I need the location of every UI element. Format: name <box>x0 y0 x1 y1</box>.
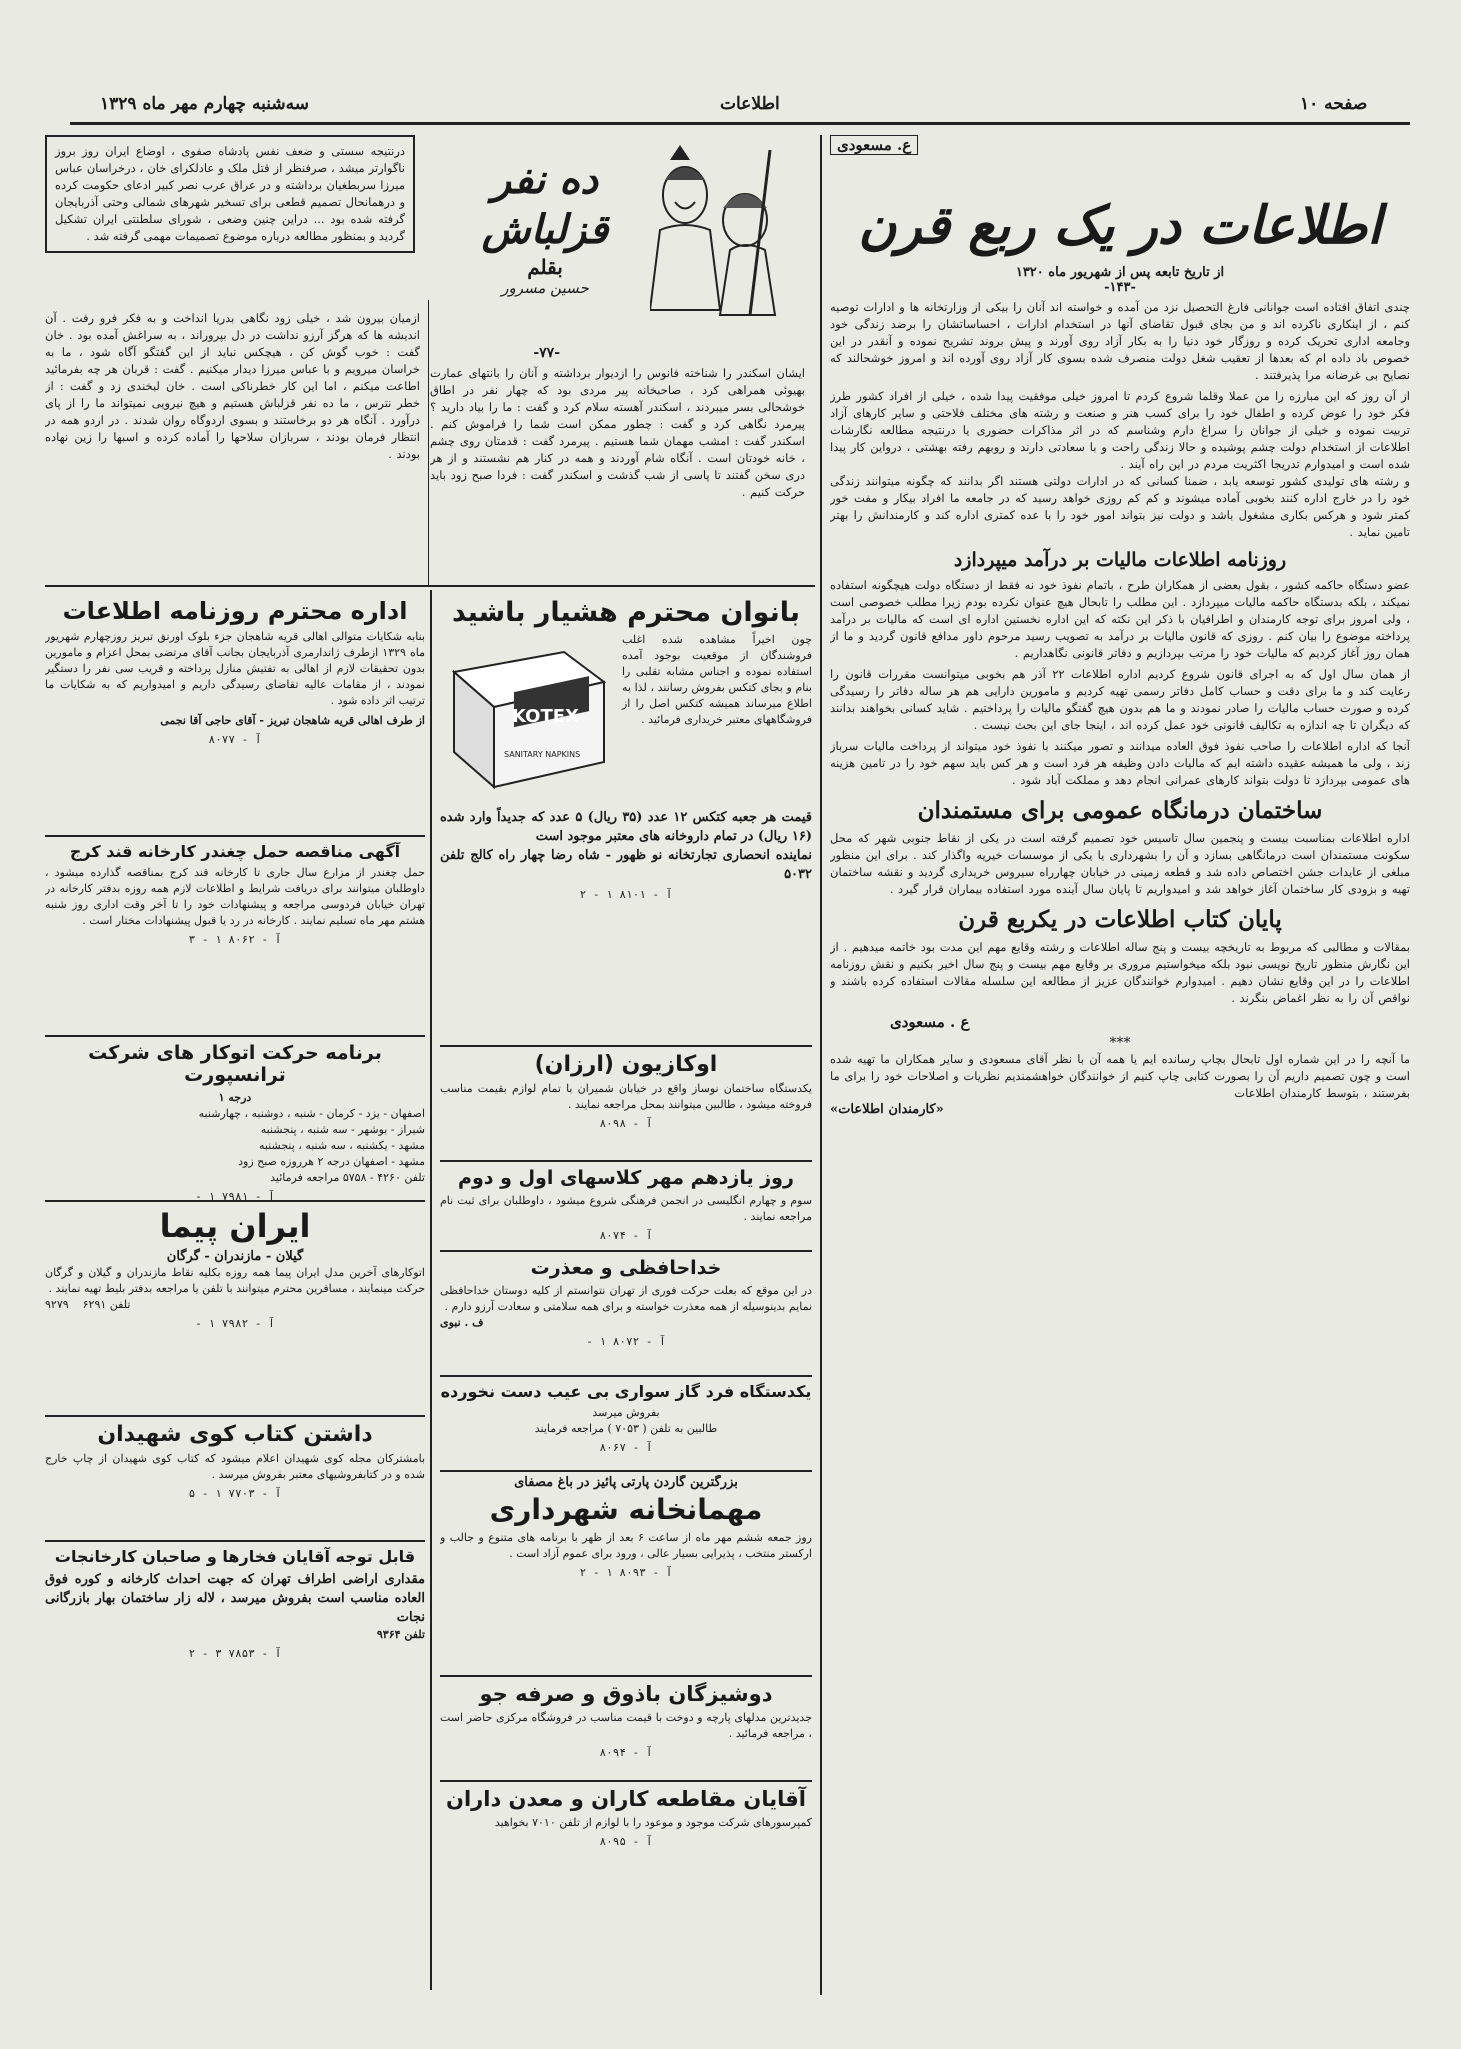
ad-factory-land <box>45 1545 425 1695</box>
bus-line: اصفهان - یزد - کرمان - شنبه ، دوشنبه ، چهارشنبه <box>198 1107 425 1120</box>
kotex-box-image <box>444 632 614 802</box>
story-column-left: ازمیان بیرون شد ، خیلی زود نگاهی بدریا انداخت و به فکر فرو رفت . آن اندیشه ها که هرگز آرزو نداشت در دل بپروراند ، به سراغش آمده بود . خان گفت : خوب گوش کن ، هیچکس نباید از این گفتگو آگاه شود ، ما به خراسان میرویم و با عباس میرزا دیدار میکنیم . گفت : قربان هر چه بفرمائید اطاعت میکنم ، اما این کار خطرناکی است . خان لبخندی زد و گفت : از خطر نترس ، ما ده نفر قزلباش هستیم و هیچ نیرویی نمیتواند ما را از پای درآورد . آنگاه هر دو برخاستند و بسوی اردوگاه روان شدند . در اردو همه در انتظار فرمان بودند ، سربازان سلاحها را آماده کرده و اسبها را زین نهاده بودند . <box>45 311 420 461</box>
header-rule <box>70 122 1410 125</box>
ad-tailor-text: جدیدترین مدلهای پارچه و دوخت با قیمت مناسب در فروشگاه مرکزی حاضر است ، مراجعه فرمائید . <box>440 1711 812 1740</box>
article-intro: چندی اتفاق افتاده است جوانانی فارغ التحصیل نزد من آمده و خواسته اند آنان را بیکی از وزارتخانه ها و ادارات توصیه کنم ، از اینکاری ناکرده اند و من بجای قبول تقاضای آنها در استخدام ادارات ، احساساتشان را برضد زندگی خود وجامعه اداری تحریک کرده و روزگار خود دنیا را به بکار آزاد روی آورند و پیش بروند تشریح نموده و آنقدر در این خصوص باد داده ام که بعدها از تعقیب شغل دولت منصرف شده بسوی کار آزاد روی آورده اند و امروز خوشحالند که نصایح بی غرضانه مرا پذیرفتند . <box>830 300 1410 382</box>
ad-tender-code: آ - ۸۰۶۲ ۱ - ۳ <box>188 933 282 946</box>
ad-classes-title: روز یازدهم مهر کلاسهای اول و دوم <box>458 1167 794 1189</box>
story-column-right: ایشان اسکندر را شناخته فانوس را ازدیوار برداشته و آنان را بانتهای عمارت بهیوئی همراهی کرد ، صاحبخانه پیر مردی بود که چهار نفر در اطاق خوشحالی بسر میبردند ، اسکندر آهسته سلام کرد و گفت : ما را بیاد دارید ؟ پیرمرد نگاهی کرد و گفت : چطور ممکن است شما را فراموش کنم . اسکندر گفت : امشب مهمان شما هستیم . پیرمرد گفت : قدمتان روی چشم ، خانه خودتان است . آنگاه شام آوردند و همه در کنار هم نشستند و از هر دری سخن گفتند تا پاسی از شب گذشت و اسکندر گفت : فردا صبح زود باید حرکت کنیم . <box>430 366 805 499</box>
story-episode-number: -۷۷- <box>533 345 560 361</box>
ad-party-title: مهمانخانه شهرداری <box>489 1493 763 1526</box>
ad-tender-title: آگهی مناقصه حمل چغندر کارخانه قند کرج <box>69 842 401 861</box>
ad-kotex-code: آ - ۸۱۰۱ ۱ - ۲ <box>579 888 673 901</box>
ad-tailor <box>440 1680 812 1782</box>
ad-shohada-code: آ - ۷۷۰۳ ۱ - ۵ <box>188 1487 282 1500</box>
ad-car-sub: بفروش میرسد <box>592 1406 660 1419</box>
header-page-number: صفحه ۱۰ <box>1300 94 1368 114</box>
ad-notice-title: اداره محترم روزنامه اطلاعات <box>62 597 408 625</box>
bus-line: مشهد - یکشنبه ، سه شنبه ، پنجشنبه <box>258 1139 425 1152</box>
ad-iranpeyma-route: گیلان - مازندران - گرگان <box>166 1249 304 1264</box>
ad-kotex-agent: نماینده انحصاری تجارتخانه نو ظهور - شاه رضا چهار راه کالج تلفن ۵۰۳۲ <box>440 848 812 882</box>
ad-bus-schedule <box>45 1040 425 1202</box>
ad-contractors-code: آ - ۸۰۹۵ <box>599 1835 653 1848</box>
ad-classes-code: آ - ۸۰۷۴ <box>599 1229 653 1242</box>
ad-shohada-book <box>45 1420 425 1542</box>
ad-party-text: روز جمعه ششم مهر ماه از ساعت ۶ بعد از ظهر با برنامه های متنوع و جالب و ارکستر منتخب ، پذیرایی بسیار عالی ، ورود برای عموم آزاد است . <box>440 1531 812 1560</box>
ad-factory-code: آ - ۷۸۵۳ ۳ - ۲ <box>188 1647 282 1660</box>
page-header <box>70 90 1410 120</box>
ad-kotex-price: قیمت هر جعبه کتکس ۱۲ عدد (۳۵ ریال) ۵ عدد که جدیداً وارد شده (۱۶ ریال) در تمام داروخانه های معتبر موجود است <box>440 810 812 844</box>
story-bottom-rule <box>45 585 815 587</box>
ad-bus-phone: تلفن ۴۲۶۰ - ۵۷۵۸ مراجعه فرمائید <box>270 1171 425 1184</box>
ad-iran-peyma <box>45 1205 425 1417</box>
story-column-rule <box>428 300 429 585</box>
column-divider-main <box>820 135 822 1995</box>
ad-party-code: آ - ۸۰۹۳ ۱ - ۲ <box>579 1566 673 1579</box>
article-dateline: از تاریخ تابعه پس از شهریور ماه ۱۳۲۰ <box>1015 265 1225 280</box>
ad-bus-class: درجه ۱ <box>218 1091 252 1104</box>
article-paragraph: اداره اطلاعات بمناسبت بیست و پنجمین سال تاسیس خود تصمیم گرفته است در یکی از نقاط جنوبی شهر که محل سکونت مستمندان است درمانگاهی بسازد و آن را بشهرداری یا یکی از موسسات خیریه واگذار کند . برای این منظور مبلغی از عایدات جشن اختصاص داده شد و قطعه زمینی در خیابان چهارراه سیروس خریداری گردید و نقشه ساختمان تهیه و بزودی کار ساختمان آغاز خواهد شد و امیدواریم تا پایان سال آینده مورد استفاده بیماران قرار گیرد . <box>830 831 1410 896</box>
qizilbash-warriors-illustration <box>650 140 790 320</box>
ad-ocazion-text: یکدستگاه ساختمان نوساز واقع در خیابان شمیران با تمام لوازم بقیمت مناسب فروخته میشود ، طالبین میتوانند بمحل مراجعه نمایند . <box>440 1082 812 1111</box>
article-paragraph: از آن روز که این مبارزه را من عملا وقلما شروع کردم تا امروز خیلی موفقیت پیدا شده ، خیلی از افراد کشور طرز فکر خود را عوض کرده و اطفال خود را برای کسب هنر و صنعت و رشته های مختلف فلاحتی و سایر کارهای آزاد تربیت نموده و خیلی از جوانان را سراغ دارم وشناسم که در اثر مذاکرات حضوری یا درنتیجه مطالعه نگارشات اطلاعات از استخدام دولت چشم پوشیده و حالا زندگی راحت و با سعادتی دارند و روبهم رفته بهشتی ، درواین کار پیدا شده است و امیدوارم تدریجا اکثریت مردم در این راه آیند . <box>830 389 1410 471</box>
right-column: ع. مسعودی اطلاعات در یک ربع قرن از تاریخ تابعه پس از شهریور ماه ۱۳۲۰ -۱۴۳- چندی اتفاق افتاده است جوانانی فارغ التحصیل نزد من آمده و خواسته اند آنان را بیکی از وزارتخانه ها و ادارات توصیه کنم ، از اینکاری ناکرده اند و من بجای قبول تقاضای آنها در استخدام ادارات ، احساساتشان را برضد زندگی خود وجامعه اداری تحریک کرده و روزگار خود دنیا را به بکار آزاد روی آورند و پیش بروند تشریح نموده و آنقدر در این خصوص باد داده ام که بعدها از تعقیب شغل دولت منصرف شده بسوی کار آزاد روی آورده اند و امروز خوشحالند که نصایح بی غرضانه مرا پذیرفتند . از آن روز که این مبارزه را من عملا وقلما شروع کردم تا امروز خیلی موفقیت پیدا شده ، خیلی از افراد کشور طرز فکر خود را عوض کرده و اطفال خود را برای کسب هنر و صنعت و رشته های مختلف فلاحتی و سایر کارهای آزاد تربیت نموده و خیلی از جوانان را سراغ دارم وشناسم که در اثر مذاکرات حضوری یا درنتیجه مطالعه نگارشات اطلاعات از استخدام دولت چشم پوشیده و حالا زندگی راحت و با سعادتی دارند و روبهم رفته بهشتی ، درواین کار پیدا شده است و امیدوارم تدریجا اکثریت مردم در این راه آیند . و رشته های تولیدی کشور توسعه یابد ، ضمنا کسانی که در ادارات دولتی هستند اگر بدانند که چگونه میتوانند زندگی خود را در خارج اداره کنند بخوبی آماده میشوند و کم کم روزی خواهد رسید که در جامعه ما افراد بیکار و مفت خور کمتر شود و هرکس بکاری مشغول باشد و دولت نیز بتواند امور خود را با عده کمتری اداره کند و کارمندانش را بهتر تامین نماید . روزنامه اطلاعات مالیات بر درآمد میپردازد عضو دستگاه حاکمه کشور ، بقول بعضی از همکاران طرح ، باتمام نفوذ خود نه فقط از دستگاه دولت هیچگونه استفاده نمیکند ، بلکه بدستگاه حاکمه مالیات میپردازد . این مطلب را تابحال هیچ عنوان نکرده بودم زیرا مطلب خصوصی است ، ولی امروز برای توجه کارمندان و اطرافیان با ذکر این نکته که این اداره نخستین اداره ای است که مالیات بر درآمد پرداخته موضوع را بیان کنم . روزی که قانون مالیات بر درآمد به تصویب رسید مرحوم داور مدافع قانون گردید و ما از همان روز آغاز کردیم که مالیات خود را مرتب بپردازیم و دفاتر قانونی نگاهداریم . از همان سال اول که به اجرای قانون شروع کردیم اداره اطلاعات ۲۲ آذر هم بخوبی میتوانست مقررات قانون را رعایت کند و ما برای دقت و حساب کامل دفاتر رسمی تهیه کردیم و مامورین دارایی هم هر ساله دفاتر را رسیدگی کرده و صورت حساب مالیات را صادر نمودند و ما هم بدون هیچ گفتگو مالیات را پرداختیم . شاید کسانی بخواهند بدانند که دیگران تا چه اندازه به تکالیف قانونی خود عمل کرده اند ، اینجا جای این بحث نیست . آنجا که اداره اطلاعات را صاحب نفوذ فوق العاده میدانند و تصور میکنند با نفوذ خود میتواند از پرداخت مالیات سرباز زند ، ولی ما همیشه عقیده داشته ایم که مالیات دادن وظیفه هر فرد است و هر کس باید سهم خود را در تامین هزینه های عمومی بپردازد تا دولت بتواند کارهای عمرانی انجام دهد و مملکت آباد شود . ساختمان درمانگاه عمومی برای مستمندان اداره اطلاعات بمناسبت بیست و پنجمین سال تاسیس خود تصمیم گرفته است در یکی از نقاط جنوبی شهر که محل سکونت مستمندان است درمانگاهی بسازد و آن را بشهرداری یا یکی از موسسات خیریه واگذار کند . برای این منظور مبلغی از عایدات جشن اختصاص داده شد و قطعه زمینی در خیابان چهارراه سیروس خریداری گردید و نقشه ساختمان تهیه و بزودی کار ساختمان آغاز خواهد شد و امیدواریم تا پایان سال آینده مورد استفاده بیماران قرار گیرد . پایان کتاب اطلاعات در یکربع قرن بمقالات و مطالبی که مربوط به تاریخچه بیست و پنج ساله اطلاعات و رشته وقایع مهم این مدت بود خاتمه میدهیم . از این نگارش منظور تاریخ نویسی نبود بلکه میخواستیم مروری بر وقایع مهم بیست و پنج سال اخیر بکنیم و نقش روزنامه اطلاعات را در این وقایع نشان دهیم . امیدوارم خوانندگان عزیز از مطالعه این سلسله مقالات استفاده کرده باشند و نواقص آن را به نظر اغماض بنگرند . ع . مسعودی *** ما آنچه را در این شماره اول تابحال بچاپ رسانده ایم یا همه آن با نظر آقای مسعودی و سایر همکاران ما تهیه شده است و چون تصمیم داریم آن را بصورت کتابی چاپ کنیم از خوانندگان خواهشمندیم نظریات و اصلاحات خود را برای ما بفرستند ، بتوسط کارمندان اطلاعات «کارمندان اطلاعات» <box>830 136 1410 1117</box>
section-heading-clinic: ساختمان درمانگاه عمومی برای مستمندان <box>917 797 1323 824</box>
article-paragraph: عضو دستگاه حاکمه کشور ، بقول بعضی از همکاران طرح ، باتمام نفوذ خود نه فقط از دستگاه دولت هیچگونه استفاده نمیکند ، بلکه بدستگاه حاکمه مالیات میپردازد . این مطلب را تابحال هیچ عنوان نکرده بودم زیرا مطلب خصوصی است ، ولی امروز برای توجه کارمندان و اطرافیان با ذکر این نکته که این اداره نخستین اداره ای است که مالیات بر درآمد پرداخته موضوع را بیان کنم . روزی که قانون مالیات بر درآمد به تصویب رسید مرحوم داور مدافع قانون گردید و ما از همان روز آغاز کردیم که مالیات خود را مرتب بپردازیم و دفاتر قانونی نگاهداریم . <box>830 578 1410 660</box>
ad-kotex-text: چون اخیراً مشاهده شده اغلب فروشندگان از موقعیت بوجود آمده استفاده نموده و اجناس مشابه تقلبی را بنام و بجای کتکس بفروش رسانند ، لذا به اطلاع میرساند همیشه کتکس اصل را از فروشگاههای معتبر خریداری فرمائید . <box>622 633 812 726</box>
ad-farewell <box>440 1255 812 1377</box>
article-paragraph: آنجا که اداره اطلاعات را صاحب نفوذ فوق العاده میدانند و تصور میکنند با نفوذ خود میتواند از پرداخت مالیات سرباز زند ، ولی ما همیشه عقیده داشته ایم که مالیات دادن وظیفه هر فرد است و هر کس باید سهم خود را در تامین هزینه های عمومی بپردازد تا دولت بتواند کارهای عمرانی انجام دهد و مملکت آباد شود . <box>830 739 1410 787</box>
ad-tender-text: حمل چغندر از مزارع سال جاری تا کارخانه قند کرج بمناقصه گذارده میشود ، داوطلبان میتوانند برای دریافت شرایط و اطلاعات لازم همه روزه بدفتر کارخانه در تهران خیابان فردوسی مراجعه و پیشنهادات خود را تا آخر وقت اداری روز شنبه هشتم مهر ماه تسلیم نمایند . کارخانه در رد یا قبول پیشنهادات مختار است . <box>45 866 425 927</box>
ad-tender <box>45 840 425 1037</box>
ad-factory-text: مقداری اراضی اطراف تهران که جهت احداث کارخانه و کوره فوق العاده مناسب است بفروش میرسد ، لاله زار ساختمان بهار بازرگانی نجات <box>45 1572 425 1625</box>
article-serial: -۱۴۳- <box>1104 280 1136 295</box>
ad-car <box>440 1380 812 1472</box>
ad-car-code: آ - ۸۰۶۷ <box>599 1441 653 1454</box>
bus-line: شیراز - بوشهر - سه شنبه ، پنجشنبه <box>260 1123 425 1136</box>
story-author: حسین مسرور <box>501 279 589 297</box>
ad-iranpeyma-text: اتوکارهای آخرین مدل ایران پیما همه روزه بکلیه نقاط مازندران و گیلان و گرگان حرکت مینمایند ، مسافرین محترم میتوانند با تلفن یا مراجعه بدفتر بلیط تهیه نمایند . <box>45 1266 425 1295</box>
ad-ocazion <box>440 1050 812 1162</box>
story-byline-label: بقلم <box>527 255 563 279</box>
ad-bus-title: برنامه حرکت اتوکار های شرکت ترانسپورت <box>88 1042 382 1086</box>
author-tag: ع. مسعودی <box>830 135 918 155</box>
article-paragraph: از همان سال اول که به اجرای قانون شروع کردیم اداره اطلاعات ۲۲ آذر هم بخوبی میتوانست مقررات قانون را رعایت کند و ما برای دقت و حساب کامل دفاتر رسمی تهیه کردیم و مامورین دارایی هم هر ساله دفاتر را رسیدگی کرده و صورت حساب مالیات را صادر نمودند و ما هم بدون هیچ گفتگو مالیات را پرداختیم . شاید کسانی بخواهند بدانند که دیگران تا چه اندازه به تکالیف قانونی خود عمل کرده اند ، اینجا جای این بحث نیست . <box>830 667 1410 732</box>
ad-party-pre: بزرگترین گاردن پارتی پائیز در باغ مصفای <box>514 1475 738 1490</box>
ad-ocazion-code: آ - ۸۰۹۸ <box>599 1117 653 1130</box>
footnote-signature: «کارمندان اطلاعات» <box>830 1102 944 1117</box>
article-signature: ع . مسعودی <box>890 1013 970 1031</box>
ad-factory-phone: تلفن ۹۳۶۴ <box>376 1628 425 1641</box>
kotex-sub-label: SANITARY NAPKINS <box>504 750 581 759</box>
ad-kotex-title: بانوان محترم هشیار باشید <box>452 597 800 628</box>
ad-iranpeyma-phone1: تلفن ۶۲۹۱ <box>82 1298 131 1311</box>
ad-farewell-sign: ف . نبوی <box>440 1316 484 1329</box>
bus-line: مشهد - اصفهان درجه ۲ هرروزه صبح زود <box>238 1155 425 1168</box>
section-heading-book-end: پایان کتاب اطلاعات در یکربع قرن <box>958 906 1282 933</box>
ad-iranpeyma-title: ایران پیما <box>159 1207 311 1245</box>
ad-ocazion-title: اوکازیون (ارزان) <box>534 1052 718 1077</box>
ad-notice-text: بنابه شکایات متوالی اهالی قریه شاهجان جزء بلوک اورنق تبریز روزچهارم شهریور ماه ۱۳۲۹ ازطرف ژاندارمری آذربایجان بجانب آقای مرتضی بمحل اعزام و مامورین بدون تحقیقات لازم از اهالی به تفتیش منازل پرداخته و قریب سی نفر را دستگیر نمودند ، از مقامات عالیه تقاضای رسیدگی داریم و امیدواریم که به شکایات ما ترتیب اثر داده شود . <box>45 630 425 707</box>
ad-classes <box>440 1165 812 1252</box>
ad-classes-text: سوم و چهارم انگلیسی در انجمن فرهنگی شروع میشود ، داوطلبان برای ثبت نام مراجعه نمایند . <box>440 1194 812 1223</box>
ad-shohada-title: داشتن کتاب کوی شهیدان <box>97 1422 373 1447</box>
article-footnote: ما آنچه را در این شماره اول تابحال بچاپ رسانده ایم یا همه آن با نظر آقای مسعودی و سایر همکاران ما تهیه شده است و چون تصمیم داریم آن را بصورت کتابی چاپ کنیم از خوانندگان خواهشمندیم نظریات و اصلاحات خود را برای ما بفرستند ، بتوسط کارمندان اطلاعات <box>830 1052 1410 1100</box>
ad-kotex <box>440 595 812 1047</box>
ad-shohada-text: بامشترکان مجله کوی شهیدان اعلام میشود که کتاب کوی شهیدان از چاپ خارج شده و در کتابفروشیهای معتبر بفروش میرسد . <box>45 1452 425 1481</box>
ad-contractors <box>440 1785 812 1895</box>
ad-tailor-code: آ - ۸۰۹۴ <box>599 1746 653 1759</box>
ad-iranpeyma-code: آ - ۷۹۸۲ ۱ - <box>195 1317 275 1330</box>
article-paragraph: و رشته های تولیدی کشور توسعه یابد ، ضمنا کسانی که در ادارات دولتی هستند اگر بدانند که چگونه میتوانند زندگی خود را در خارج اداره کنند بخوبی آماده میشوند و کم کم روزی خواهد رسید که در جامعه ما افراد بیکار و مفت خور کمتر شود و هرکس بکاری مشغول باشد و دولت نیز بتواند امور خود را با عده کمتری اداره کند و کارمندانش را بهتر تامین نماید . <box>830 474 1410 539</box>
ad-tailor-title: دوشیزگان باذوق و صرفه جو <box>479 1682 773 1706</box>
ad-notice-code: آ - ۸۰۷۷ <box>208 733 262 746</box>
article-paragraph: بمقالات و مطالبی که مربوط به تاریخچه بیست و پنج ساله اطلاعات و رشته وقایع مهم این مدت بود خاتمه میدهیم . از این نگارش منظور تاریخ نویسی نبود بلکه میخواستیم مروری بر وقایع مهم بیست و پنج سال اخیر بکنیم و نقش روزنامه اطلاعات را در این وقایع نشان دهیم . امیدوارم خوانندگان عزیز از مطالعه این سلسله مقالات استفاده کرده باشند و نواقص آن را به نظر اغماض بنگرند . <box>830 940 1410 1005</box>
ad-garden-party <box>440 1475 812 1677</box>
story-title: ده نفر قزلباش <box>481 157 609 253</box>
header-date: سه‌شنبه چهارم مهر ماه ۱۳۲۹ <box>100 94 309 114</box>
ad-farewell-title: خداحافظی و معذرت <box>530 1257 722 1279</box>
ad-notice-sign: از طرف اهالی قریه شاهجان تبریز - آقای حاجی آقا نجمی <box>160 714 425 727</box>
ad-bus-code: آ - ۷۹۸۱ ۱ - <box>195 1190 275 1202</box>
ad-notice-letter <box>45 595 425 837</box>
column-divider-ads <box>430 590 432 1990</box>
ad-farewell-text: در این موقع که بعلت حرکت فوری از تهران نتوانستم از کلیه دوستان خداحافظی نمایم بدینوسیله از همه معذرت خواسته و برای همه سلامتی و سعادت آرزو دارم . <box>440 1284 812 1313</box>
ad-iranpeyma-phone2: ۹۲۷۹ <box>45 1298 69 1311</box>
ad-contractors-title: آقایان مقاطعه کاران و معدن داران <box>446 1787 806 1811</box>
ad-factory-title: قابل توجه آقایان فخارها و صاحبان کارخانجات <box>54 1547 416 1566</box>
kotex-brand-label: KOTEX <box>512 706 579 727</box>
story-intro-box: درنتیجه سستی و ضعف نفس پادشاه صفوی ، اوضاع ایران روز بروز ناگوارتر میشد ، صرفنظر از قتل ملک و عادلکرای خان ، درخراسان عباس میرزا سربطغیان برداشته و در عراق عرب نصر کبیر ادعای حکومت کرده و درهمانحال تصمیم قطعی برای تسخیر شهرهای شمالی وحتی آذربایجان گرفته شده بود ... دراین چنین وضعی ، شورای سلطنتی ایران تشکیل گردید و بمنظور مطالعه درباره موضوع تصمیمات مهمی گرفته شد . <box>45 135 415 253</box>
section-heading-tax: روزنامه اطلاعات مالیات بر درآمد میپردازد <box>953 549 1287 571</box>
ad-car-title: یکدستگاه فرد گاز سواری بی عیب دست نخورده <box>440 1382 812 1401</box>
article-title: اطلاعات در یک ربع قرن <box>858 196 1382 256</box>
ad-car-text: طالبین به تلفن ( ۷۰۵۳ ) مراجعه فرمایند <box>534 1422 718 1435</box>
header-paper-name: اطلاعات <box>720 94 780 114</box>
ad-farewell-code: آ - ۸۰۷۲ ۱ - <box>586 1335 666 1348</box>
ad-contractors-text: کمپرسورهای شرکت موجود و موعود را با لوازم از تلفن ۷۰۱۰ بخواهید <box>494 1816 812 1829</box>
